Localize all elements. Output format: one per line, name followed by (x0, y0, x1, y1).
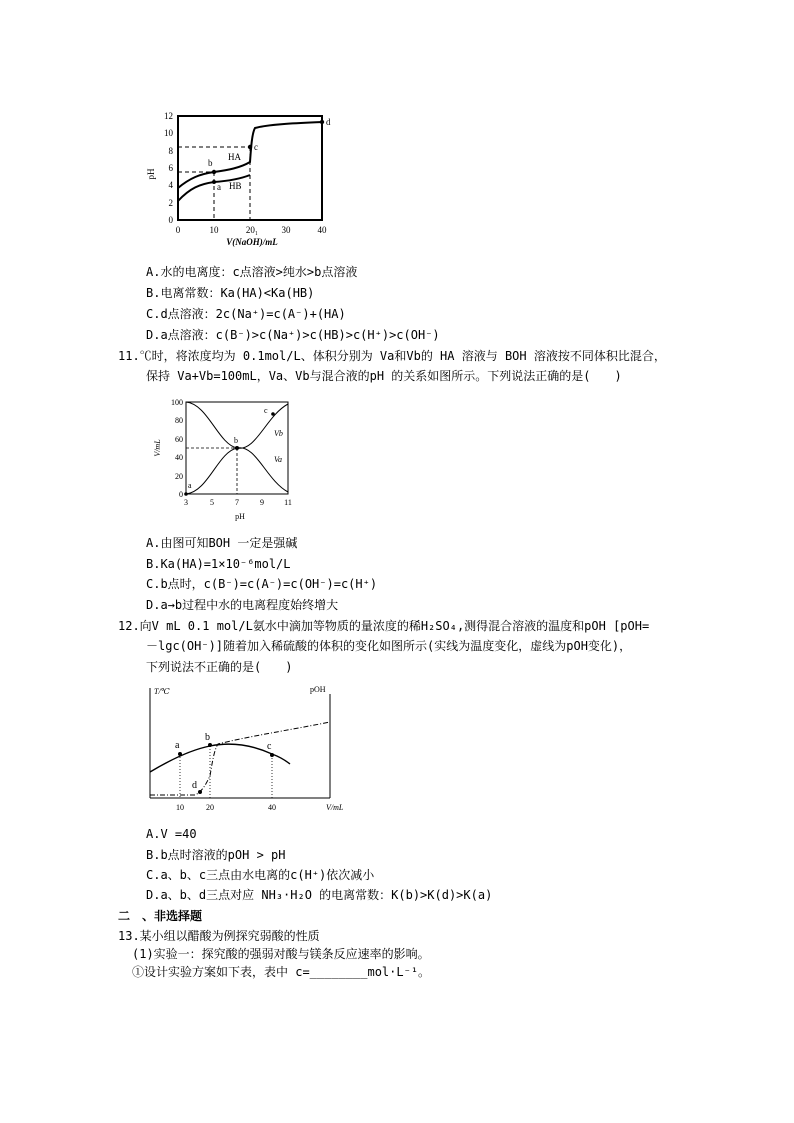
x-tick: 20 (206, 803, 214, 812)
label-c: c (254, 142, 258, 152)
volume-ph-chart (148, 396, 298, 526)
y-tick: 4 (168, 180, 173, 190)
label-b: b (205, 732, 210, 743)
point-c (248, 145, 252, 149)
x-tick: 11 (284, 498, 292, 507)
y-tick: 0 (179, 490, 183, 499)
label-a: a (188, 481, 192, 490)
point-a (184, 492, 188, 496)
label-hb: HB (229, 181, 242, 191)
x-tick: 0 (175, 225, 181, 235)
y-ticks (171, 398, 183, 499)
x-tick: 10 (176, 803, 184, 812)
q11-option-b: B.Ka(HA)=1×10⁻⁶mol/L (146, 557, 291, 571)
label-d: d (326, 117, 331, 127)
y-tick: 60 (175, 435, 183, 444)
q11-option-c: C.b点时，c(B⁻)=c(A⁻)=c(OH⁻)=c(H⁺) (146, 577, 378, 591)
point-c (270, 753, 274, 757)
q13-stem-line2: (1)实验一：探究酸的强弱对酸与镁条反应速率的影响。 (132, 947, 430, 961)
q13-stem-line1: 13.某小组以醋酸为例探究弱酸的性质 (118, 929, 320, 943)
q11-option-a: A.由图可知BOH 一定是强碱 (146, 536, 298, 550)
label-c: c (267, 741, 272, 752)
y-tick: 40 (175, 453, 183, 462)
x-axis-label: V(NaOH)/mL (226, 237, 278, 247)
x-ticks (176, 225, 327, 235)
label-c: c (264, 406, 268, 415)
q12-stem-line1: 12.向V mL 0.1 mol/L氨水中滴加等物质的量浓度的稀H₂SO₄,测得混合溶液的温度和pOH [pOH= (118, 619, 650, 633)
q12-option-c: C.a、b、c三点由水电离的c(H⁺)依次减小 (146, 868, 375, 882)
curve-poh (150, 722, 330, 795)
q12-option-b: B.b点时溶液的pOH > pH (146, 848, 286, 862)
x-tick: 20₁ (245, 225, 259, 235)
dashed-guide (186, 448, 237, 494)
label-b: b (234, 436, 238, 445)
y-axis-label: pH (146, 168, 156, 180)
q12-option-d: D.a、b、d三点对应 NH₃·H₂O 的电离常数：K(b)>K(d)>K(a) (146, 888, 493, 902)
x-ticks (176, 803, 276, 812)
x-ticks (184, 498, 292, 507)
point-b (235, 446, 239, 450)
x-tick: 5 (210, 498, 214, 507)
x-tick: 10 (209, 225, 219, 235)
point-b (212, 170, 216, 174)
q10-option-b: B.电离常数：Ka(HA)<Ka(HB) (146, 286, 315, 300)
x-tick: 30 (281, 225, 291, 235)
y-tick: 6 (168, 163, 173, 173)
y-tick: 10 (164, 128, 173, 138)
x-axis-label: pH (235, 512, 245, 521)
q11-stem-line1: 11.℃时，将浓度均为 0.1mol/L、体积分别为 Va和Vb的 HA 溶液与 BOH 溶液按不同体积比混合， (118, 349, 666, 363)
point-labels (175, 732, 272, 791)
label-b: b (208, 158, 213, 168)
label-ha: HA (228, 152, 241, 162)
x-tick: 9 (260, 498, 264, 507)
y-ticks (164, 111, 174, 225)
q11-option-d: D.a→b过程中水的电离程度始终增大 (146, 598, 339, 612)
y-tick: 100 (171, 398, 183, 407)
point-d (198, 790, 202, 794)
x-tick: 3 (184, 498, 188, 507)
q13-stem-line3: ①设计实验方案如下表，表中 c=________mol·L⁻¹。 (132, 965, 431, 979)
y-tick: 80 (175, 416, 183, 425)
y2-axis-label: pOH (310, 685, 326, 694)
section-heading: 二 、非选择题 (118, 909, 203, 923)
q11-stem-line2: 保持 Va+Vb=100mL，Va、Vb与混合液的pH 的关系如图所示。下列说法正确的是( ) (146, 369, 622, 383)
q10-option-a: A.水的电离度：c点溶液>纯水>b点溶液 (146, 265, 358, 279)
x-tick: 40 (317, 225, 327, 235)
label-d: d (192, 780, 197, 791)
y-tick: 20 (175, 472, 183, 481)
label-vb: Vb (274, 429, 283, 438)
point-d (320, 120, 324, 124)
q10-option-d: D.a点溶液：c(B⁻)>c(Na⁺)>c(HB)>c(H⁺)>c(OH⁻) (146, 328, 440, 342)
titration-chart (140, 108, 340, 248)
label-a: a (175, 740, 180, 751)
point-c (271, 412, 275, 416)
point-b (208, 743, 212, 747)
q12-option-a: A.V =40 (146, 827, 197, 841)
temperature-poh-chart (140, 684, 350, 816)
y-tick: 2 (168, 198, 173, 208)
label-a: a (217, 182, 221, 192)
y-axis-label: V/mL (153, 439, 162, 457)
label-va: Va (274, 455, 282, 464)
q12-stem-line3: 下列说法不正确的是( ) (146, 660, 293, 674)
y-axis-label: T/℃ (154, 687, 170, 696)
y-tick: 12 (164, 111, 173, 121)
x-tick: 7 (235, 498, 239, 507)
y-tick: 0 (168, 215, 173, 225)
q12-stem-line2: －lgc(OH⁻)]随着加入稀硫酸的体积的变化如图所示(实线为温度变化，虚线为pOH变化)， (146, 639, 632, 653)
point-a (212, 180, 216, 184)
x-tick: 40 (268, 803, 276, 812)
x-axis-label: V/mL (326, 803, 344, 812)
y-tick: 8 (168, 146, 173, 156)
point-a (178, 752, 182, 756)
q10-option-c: C.d点溶液：2c(Na⁺)=c(A⁻)+(HA) (146, 307, 346, 321)
